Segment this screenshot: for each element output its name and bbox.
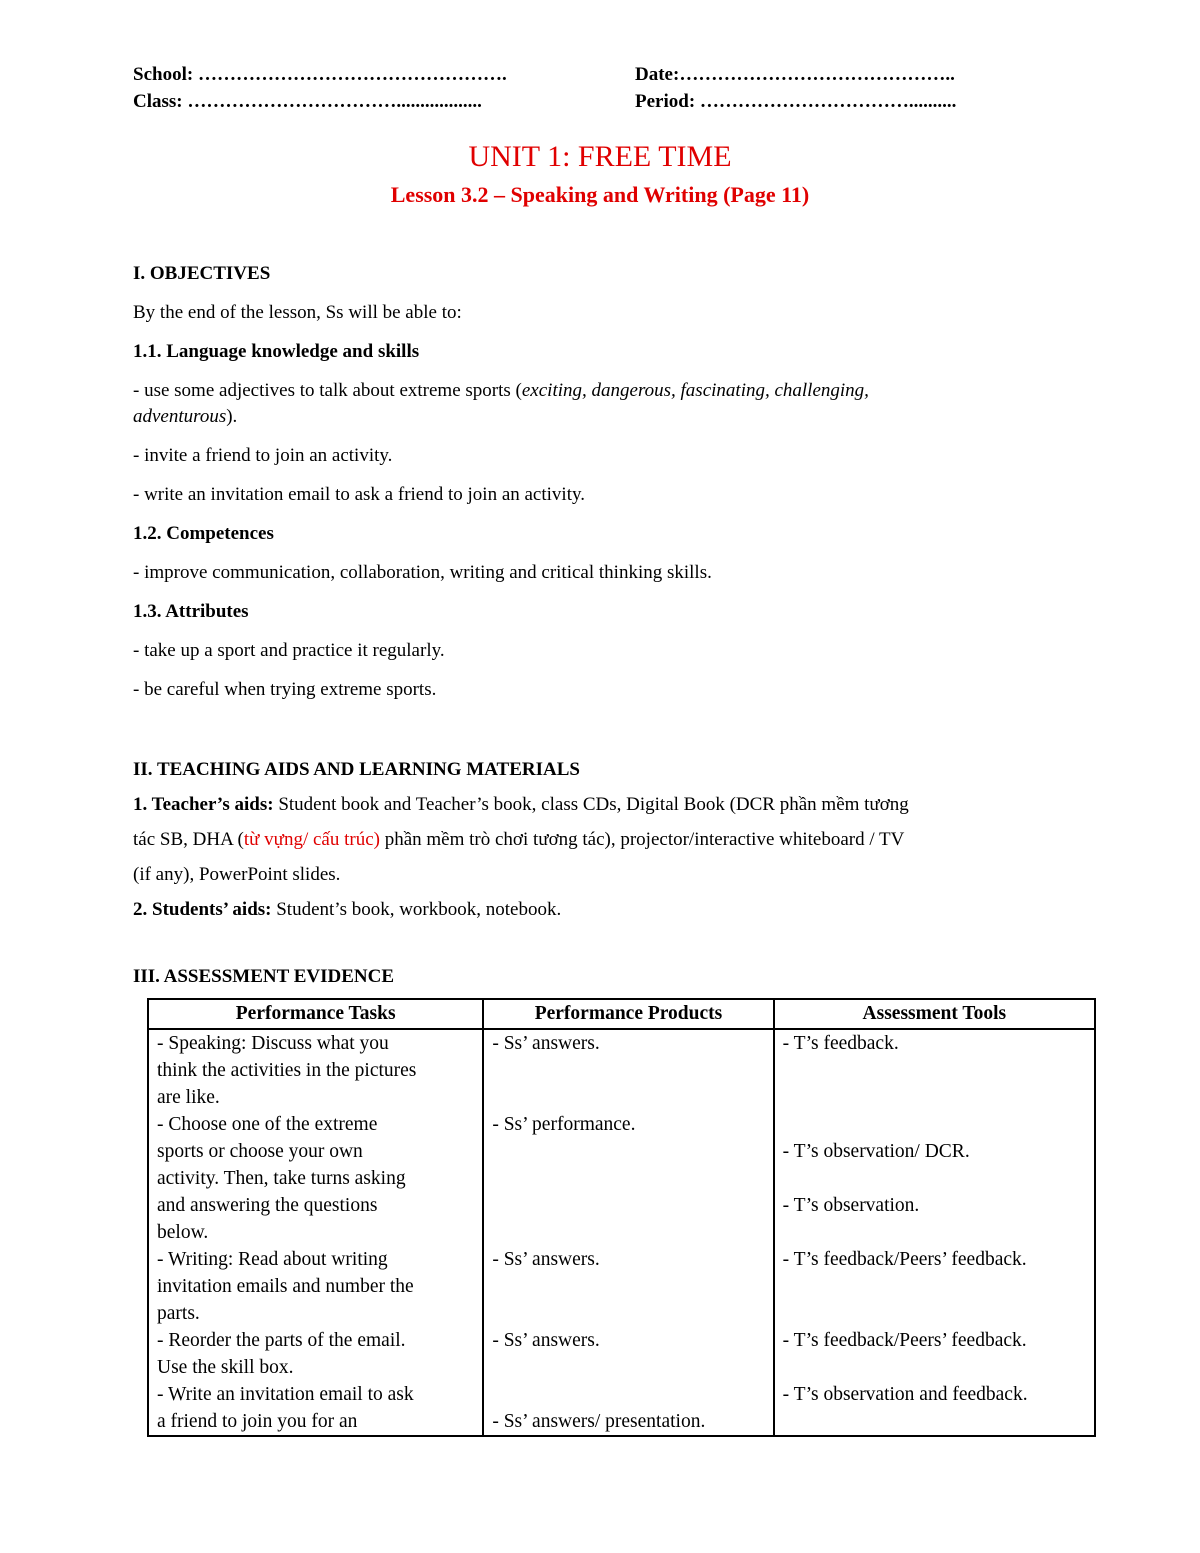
students-aids-label: 2. Students’ aids: [133,899,272,920]
item-text: ). [226,406,238,427]
product-line [492,1057,764,1084]
task-line: invitation emails and number the [157,1276,414,1297]
teacher-aids-text: (if any), PowerPoint slides. [133,864,341,885]
task-line: sports or choose your own [157,1141,363,1162]
teacher-aids-text: tác SB, DHA ( [133,829,244,850]
school-label: School: [133,64,194,85]
objectives-section [133,261,1083,716]
product-line: - Ss’ answers. [492,1330,600,1351]
tasks-cell [148,1029,483,1436]
students-aids-text: Student’s book, workbook, notebook. [271,899,562,920]
tool-line [783,1273,1086,1300]
assessment-heading: III. ASSESSMENT EVIDENCE [133,966,394,987]
tool-line [783,1111,1086,1138]
product-line [492,1381,764,1408]
column-header: Performance Tasks [148,999,483,1029]
tool-line [783,1165,1086,1192]
lesson-title: Lesson 3.2 – Speaking and Writing (Page 11) [390,182,810,207]
tool-line [783,1084,1086,1111]
school-dots: …………………………………………. [197,64,507,85]
tool-line: - T’s observation. [782,1195,920,1216]
table-row [148,1029,1095,1436]
product-line [492,1300,764,1327]
assessment-table [147,998,1096,1437]
unit-title: UNIT 1: FREE TIME [468,140,732,173]
product-line [492,1138,764,1165]
tool-line [783,1219,1086,1246]
tool-line: - T’s observation and feedback. [782,1384,1028,1405]
class-dots: …………………………….................. [187,91,482,112]
students-aids [133,892,1083,927]
item-italic: adventurous [133,406,227,427]
task-line: parts. [157,1303,200,1324]
task-line: below. [157,1222,209,1243]
task-line: a friend to join you for an [157,1411,358,1432]
products-cell [483,1029,773,1436]
item-italic: exciting, dangerous, fascinating, challenging, [521,380,869,401]
product-line: - Ss’ answers. [492,1249,600,1270]
task-line: - Writing: Read about writing [157,1249,388,1270]
class-field [133,91,482,113]
task-line: - Choose one of the extreme [157,1114,378,1135]
task-line: Use the skill box. [157,1357,294,1378]
attributes-heading: 1.3. Attributes [133,601,249,622]
product-line: - Ss’ performance. [492,1114,636,1135]
competences-heading: 1.2. Competences [133,523,274,544]
table-header-row [148,999,1095,1029]
teacher-aids-label: 1. Teacher’s aids: [133,794,274,815]
objective-item: - take up a sport and practice it regularly. [133,640,445,661]
period-dots: …………………………….......... [699,91,957,112]
product-line [492,1354,764,1381]
aids-heading: II. TEACHING AIDS AND LEARNING MATERIALS [133,759,580,780]
period-field [635,91,956,113]
date-dots: …………………………………….. [679,64,955,85]
tool-line: - T’s feedback/Peers’ feedback. [782,1249,1027,1270]
teacher-aids [133,787,1083,892]
objectives-intro: By the end of the lesson, Ss will be able to: [133,302,462,323]
date-label: Date: [635,64,680,85]
tool-line [783,1408,1086,1435]
objective-item: - invite a friend to join an activity. [133,445,393,466]
product-line: - Ss’ answers. [492,1033,600,1054]
objective-item: - improve communication, collaboration, writing and critical thinking skills. [133,562,712,583]
task-line: - Speaking: Discuss what you [157,1033,389,1054]
tool-line [783,1354,1086,1381]
task-line: activity. Then, take turns asking [157,1168,406,1189]
tool-line: - T’s feedback. [782,1033,899,1054]
task-line: are like. [157,1087,220,1108]
class-label: Class: [133,91,183,112]
tool-line: - T’s feedback/Peers’ feedback. [782,1330,1027,1351]
period-label: Period: [635,91,696,112]
teacher-aids-text: Student book and Teacher’s book, class CDs, Digital Book (DCR phần mềm tương [273,794,909,815]
tools-cell [774,1029,1095,1436]
item-text: - use some adjectives to talk about extreme sports ( [133,380,522,401]
tool-line [783,1300,1086,1327]
product-line [492,1219,764,1246]
tool-line [783,1057,1086,1084]
objective-item: - write an invitation email to ask a friend to join an activity. [133,484,586,505]
task-line: - Write an invitation email to ask [157,1384,414,1405]
product-line [492,1192,764,1219]
teacher-aids-red-text: từ vựng/ cấu trúc) [243,829,380,850]
column-header: Performance Products [483,999,773,1029]
objective-item [133,378,1083,443]
objectives-heading: I. OBJECTIVES [133,263,271,284]
tool-line: - T’s observation/ DCR. [782,1141,970,1162]
objective-item: - be careful when trying extreme sports. [133,679,437,700]
teacher-aids-text: phần mềm trò chơi tương tác), projector/interactive whiteboard / TV [379,829,905,850]
language-skills-heading: 1.1. Language knowledge and skills [133,341,420,362]
task-line: think the activities in the pictures [157,1060,417,1081]
product-line: - Ss’ answers/ presentation. [492,1411,706,1432]
product-line [492,1273,764,1300]
school-field [133,64,507,86]
date-field [635,64,955,86]
task-line: and answering the questions [157,1195,378,1216]
task-line: - Reorder the parts of the email. [157,1330,406,1351]
column-header: Assessment Tools [774,999,1095,1029]
product-line [492,1165,764,1192]
aids-section [133,752,1083,927]
product-line [492,1084,764,1111]
